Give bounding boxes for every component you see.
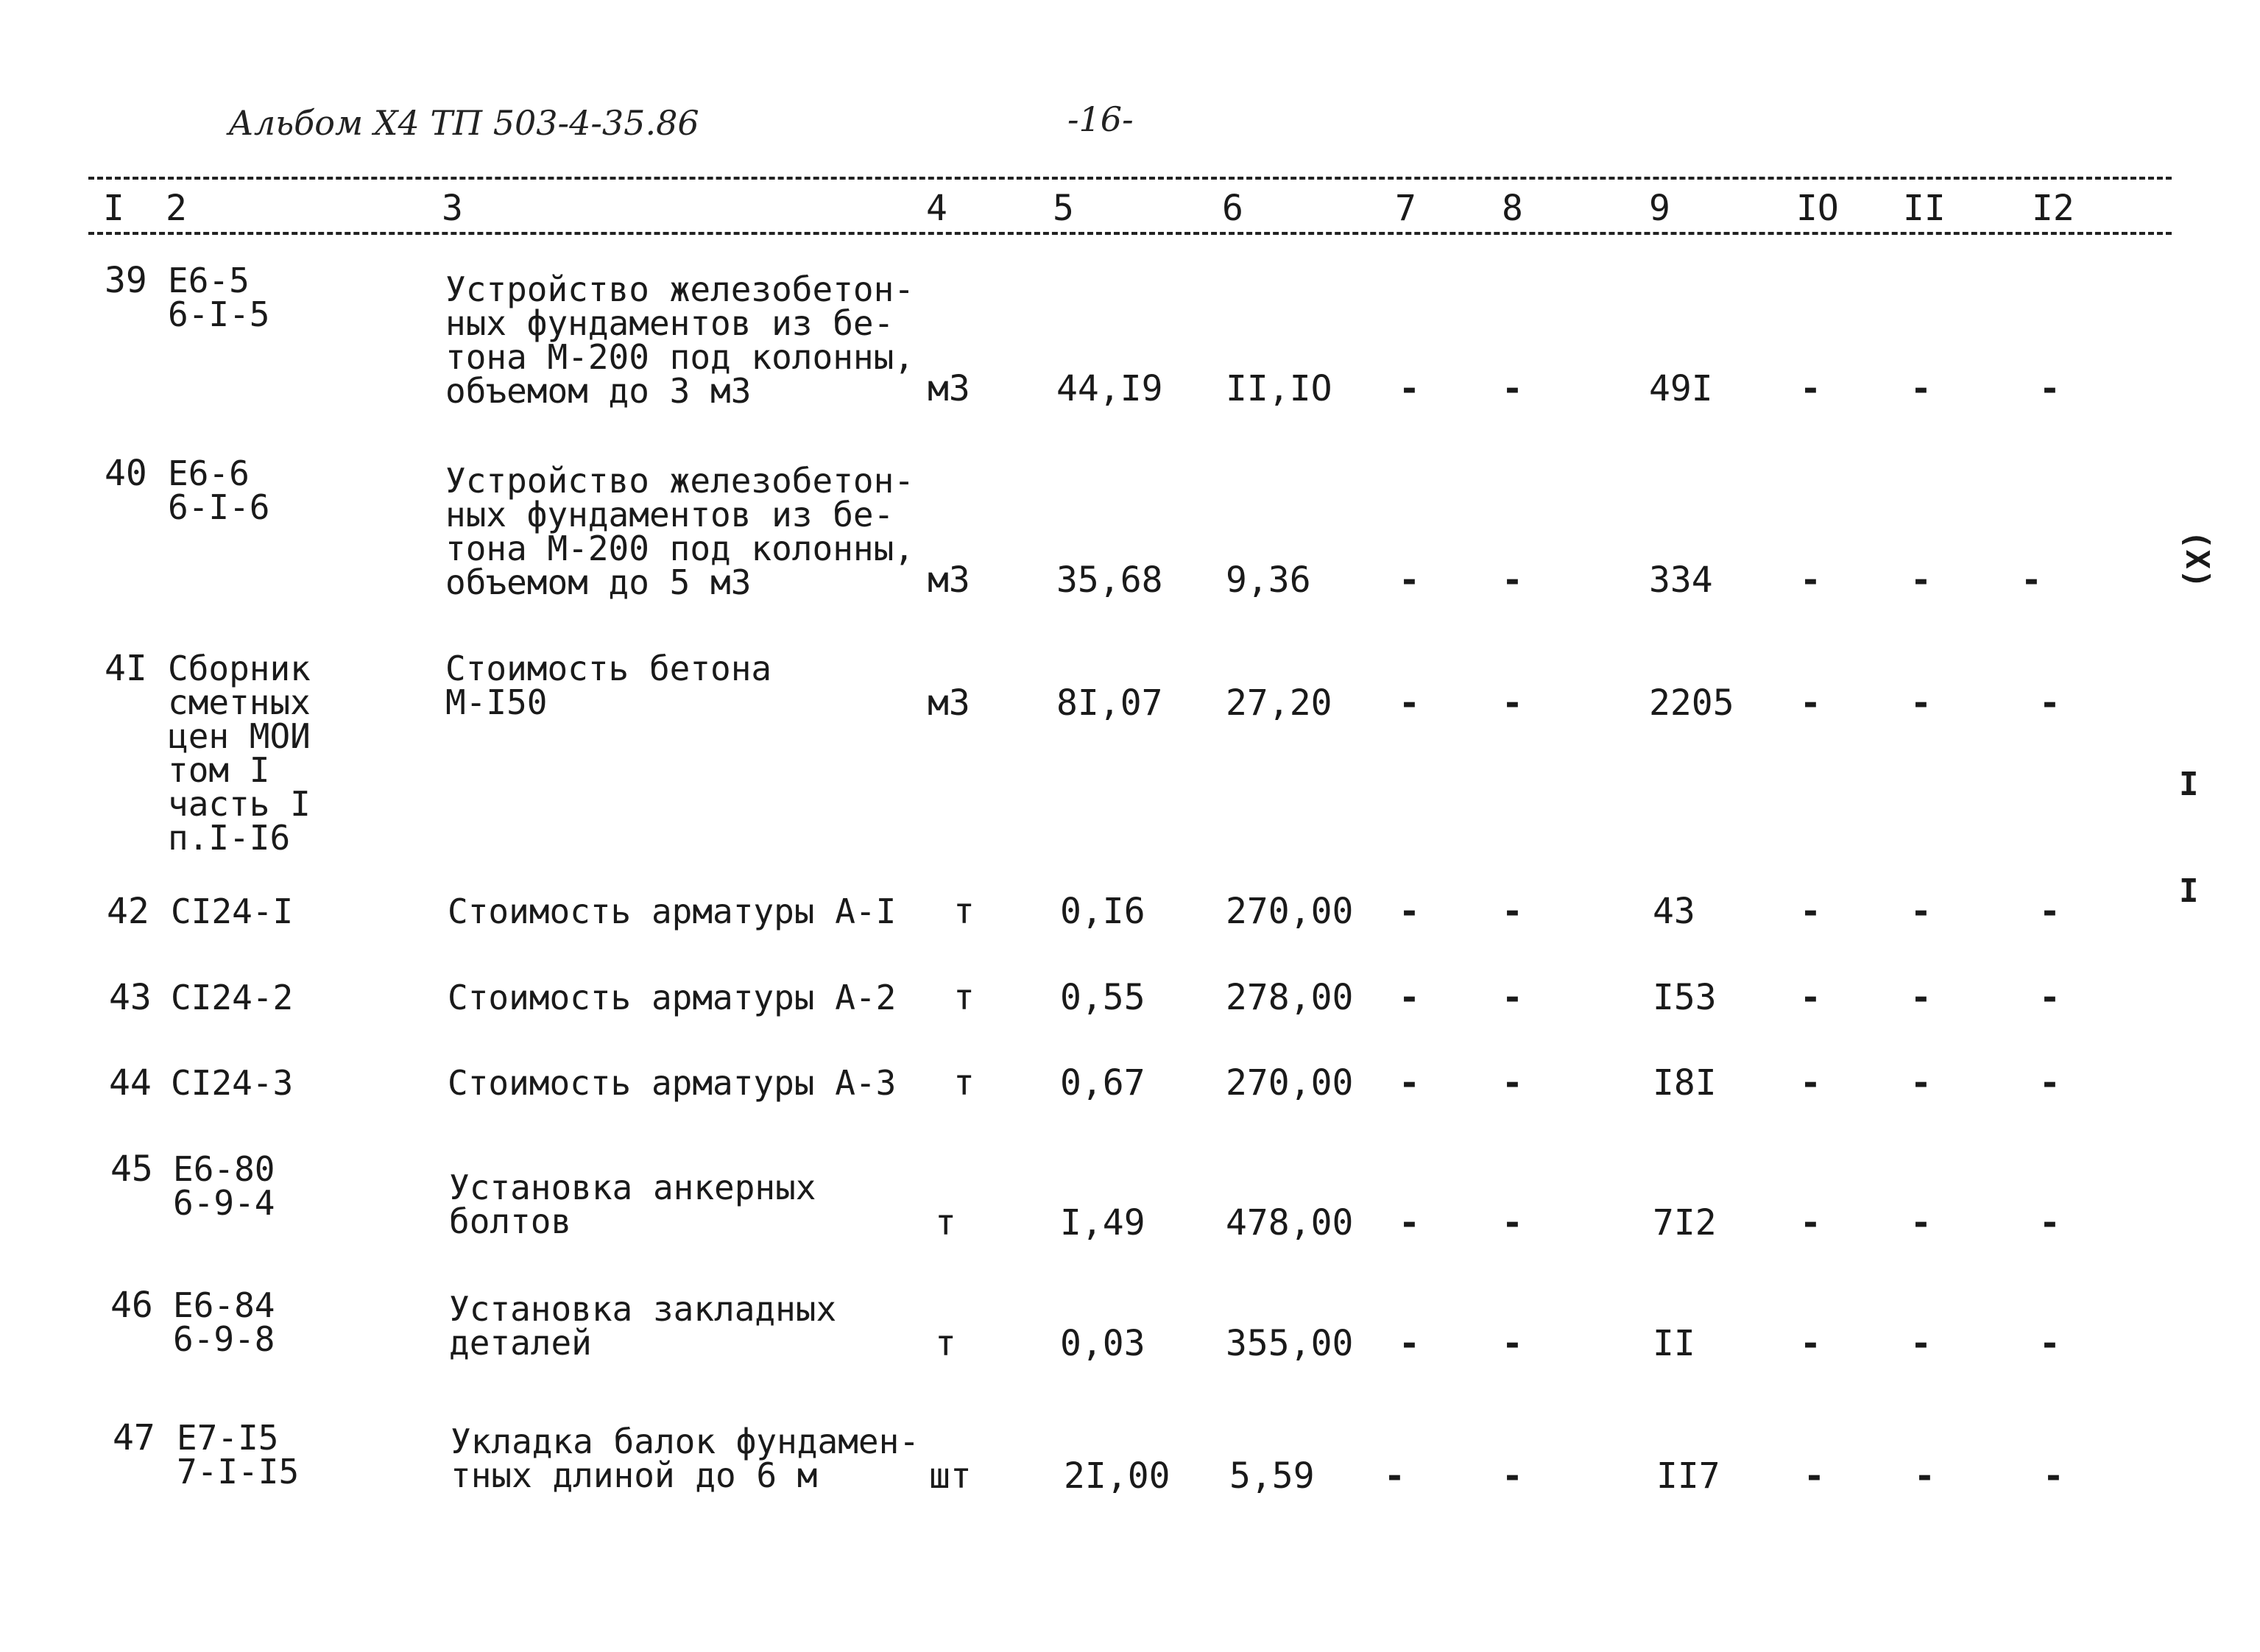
reference-code: Е6-5 6-I-5 <box>168 261 270 334</box>
unit-price: 27,20 <box>1226 682 1332 724</box>
total-cost: 334 <box>1649 560 1713 601</box>
col12-value: - <box>2039 368 2061 409</box>
col11-value: - <box>1910 977 1932 1018</box>
total-cost: 7I2 <box>1653 1202 1717 1243</box>
unit-price: 355,00 <box>1226 1323 1354 1364</box>
col8-value: - <box>1502 977 1523 1018</box>
col7-value: - <box>1399 891 1420 932</box>
work-description: Устройство железобетон- ных фундаментов из бе- тона М-200 под колонны, объемом до 3 м3 <box>445 269 914 411</box>
col10-value: - <box>1800 1062 1821 1104</box>
reference-code: Е7-I5 7-I-I5 <box>177 1418 300 1492</box>
column-header: I2 <box>2032 188 2074 229</box>
unit: т <box>953 891 975 932</box>
col7-value: - <box>1399 560 1420 601</box>
row-number: 43 <box>109 977 152 1018</box>
column-header: 8 <box>1502 188 1523 229</box>
header-top-rule <box>88 177 2172 180</box>
col7-value: - <box>1399 1062 1420 1104</box>
col10-value: - <box>1800 1202 1821 1243</box>
unit-price: 478,00 <box>1226 1202 1354 1243</box>
col7-value: - <box>1384 1455 1405 1497</box>
reference-code: Сборник сметных цен МОИ том I часть I п.I-I6 <box>168 649 311 858</box>
col12-value: - <box>2039 977 2061 1018</box>
quantity: 0,03 <box>1060 1323 1145 1364</box>
col8-value: - <box>1502 1323 1523 1364</box>
col11-value: - <box>1910 560 1932 601</box>
reference-code: СI24-3 <box>171 1063 294 1103</box>
total-cost: 43 <box>1653 891 1695 932</box>
quantity: 35,68 <box>1056 560 1163 601</box>
unit: т <box>953 977 975 1018</box>
header-bottom-rule <box>88 232 2172 235</box>
column-header: II <box>1903 188 1946 229</box>
col7-value: - <box>1399 977 1420 1018</box>
col11-value: - <box>1914 1455 1935 1497</box>
col11-value: - <box>1910 682 1932 724</box>
row-number: 45 <box>110 1148 153 1190</box>
unit-price: 278,00 <box>1226 977 1354 1018</box>
margin-mark: I <box>2179 872 2199 910</box>
col12-value: - <box>2039 891 2061 932</box>
col11-value: - <box>1910 1202 1932 1243</box>
col11-value: - <box>1910 1323 1932 1364</box>
unit-price: 5,59 <box>1229 1455 1315 1497</box>
unit: т <box>935 1323 956 1364</box>
quantity: 0,I6 <box>1060 891 1145 932</box>
work-description: Укладка балок фундамен- тных длиной до 6 м <box>451 1422 919 1495</box>
unit: т <box>953 1062 975 1104</box>
unit: м3 <box>928 560 970 601</box>
work-description: Стоимость арматуры А-I <box>448 892 897 931</box>
quantity: 8I,07 <box>1056 682 1163 724</box>
row-number: 46 <box>110 1285 153 1326</box>
work-description: Установка анкерных болтов <box>449 1168 816 1241</box>
quantity: I,49 <box>1060 1202 1145 1243</box>
col10-value: - <box>1800 682 1821 724</box>
column-header: 7 <box>1395 188 1416 229</box>
col7-value: - <box>1399 1202 1420 1243</box>
col8-value: - <box>1502 1062 1523 1104</box>
col8-value: - <box>1502 1455 1523 1497</box>
row-number: 44 <box>109 1062 152 1104</box>
col12-value: - <box>2039 1323 2061 1364</box>
col7-value: - <box>1399 368 1420 409</box>
row-number: 39 <box>105 260 147 301</box>
unit: т <box>935 1202 956 1243</box>
col10-value: - <box>1800 368 1821 409</box>
reference-code: Е6-80 6-9-4 <box>173 1149 275 1223</box>
col11-value: - <box>1910 891 1932 932</box>
col12-value: - <box>2043 1455 2064 1497</box>
quantity: 0,67 <box>1060 1062 1145 1104</box>
work-description: Стоимость арматуры А-2 <box>448 978 897 1017</box>
col7-value: - <box>1399 682 1420 724</box>
margin-mark: I <box>2179 766 2199 803</box>
page-number: -16- <box>1067 99 1134 139</box>
col12-value: - <box>2039 1062 2061 1104</box>
unit-price: 270,00 <box>1226 891 1354 932</box>
column-header: 4 <box>926 188 947 229</box>
row-number: 47 <box>113 1417 155 1458</box>
margin-mark-x: (X) <box>2178 530 2216 589</box>
column-header: IO <box>1796 188 1839 229</box>
row-number: 42 <box>107 891 149 932</box>
col11-value: - <box>1910 1062 1932 1104</box>
total-cost: 2205 <box>1649 682 1734 724</box>
reference-code: Е6-84 6-9-8 <box>173 1285 275 1359</box>
column-header: 5 <box>1053 188 1074 229</box>
column-header: 6 <box>1222 188 1243 229</box>
unit: м3 <box>928 682 970 724</box>
reference-code: СI24-I <box>171 892 294 931</box>
reference-code: Е6-6 6-I-6 <box>168 453 270 527</box>
row-number: 4I <box>105 648 147 689</box>
col12-value: - <box>2039 1202 2061 1243</box>
total-cost: I53 <box>1653 977 1717 1018</box>
col10-value: - <box>1800 891 1821 932</box>
work-description: Стоимость арматуры А-3 <box>448 1063 897 1103</box>
col8-value: - <box>1502 1202 1523 1243</box>
column-header: 3 <box>442 188 463 229</box>
unit: м3 <box>928 368 970 409</box>
quantity: 0,55 <box>1060 977 1145 1018</box>
column-header: 2 <box>166 188 187 229</box>
column-header: 9 <box>1649 188 1670 229</box>
col12-value: - <box>2021 560 2042 601</box>
col11-value: - <box>1910 368 1932 409</box>
album-reference: Альбом Х4 ТП 503-4-35.86 <box>228 103 699 143</box>
total-cost: I8I <box>1653 1062 1717 1104</box>
col12-value: - <box>2039 682 2061 724</box>
total-cost: II7 <box>1656 1455 1720 1497</box>
unit: шт <box>929 1455 972 1497</box>
unit-price: II,IO <box>1226 368 1332 409</box>
column-header: I <box>103 188 124 229</box>
col8-value: - <box>1502 368 1523 409</box>
col10-value: - <box>1800 560 1821 601</box>
quantity: 2I,00 <box>1064 1455 1170 1497</box>
col10-value: - <box>1800 1323 1821 1364</box>
total-cost: 49I <box>1649 368 1713 409</box>
col8-value: - <box>1502 682 1523 724</box>
unit-price: 9,36 <box>1226 560 1311 601</box>
col10-value: - <box>1804 1455 1825 1497</box>
quantity: 44,I9 <box>1056 368 1163 409</box>
total-cost: II <box>1653 1323 1695 1364</box>
col7-value: - <box>1399 1323 1420 1364</box>
work-description: Установка закладных деталей <box>449 1289 837 1363</box>
work-description: Стоимость бетона М-I50 <box>445 649 772 722</box>
reference-code: СI24-2 <box>171 978 294 1017</box>
unit-price: 270,00 <box>1226 1062 1354 1104</box>
row-number: 40 <box>105 453 147 494</box>
col8-value: - <box>1502 891 1523 932</box>
col8-value: - <box>1502 560 1523 601</box>
work-description: Устройство железобетон- ных фундаментов из бе- тона М-200 под колонны, объемом до 5 м3 <box>445 461 914 602</box>
col10-value: - <box>1800 977 1821 1018</box>
